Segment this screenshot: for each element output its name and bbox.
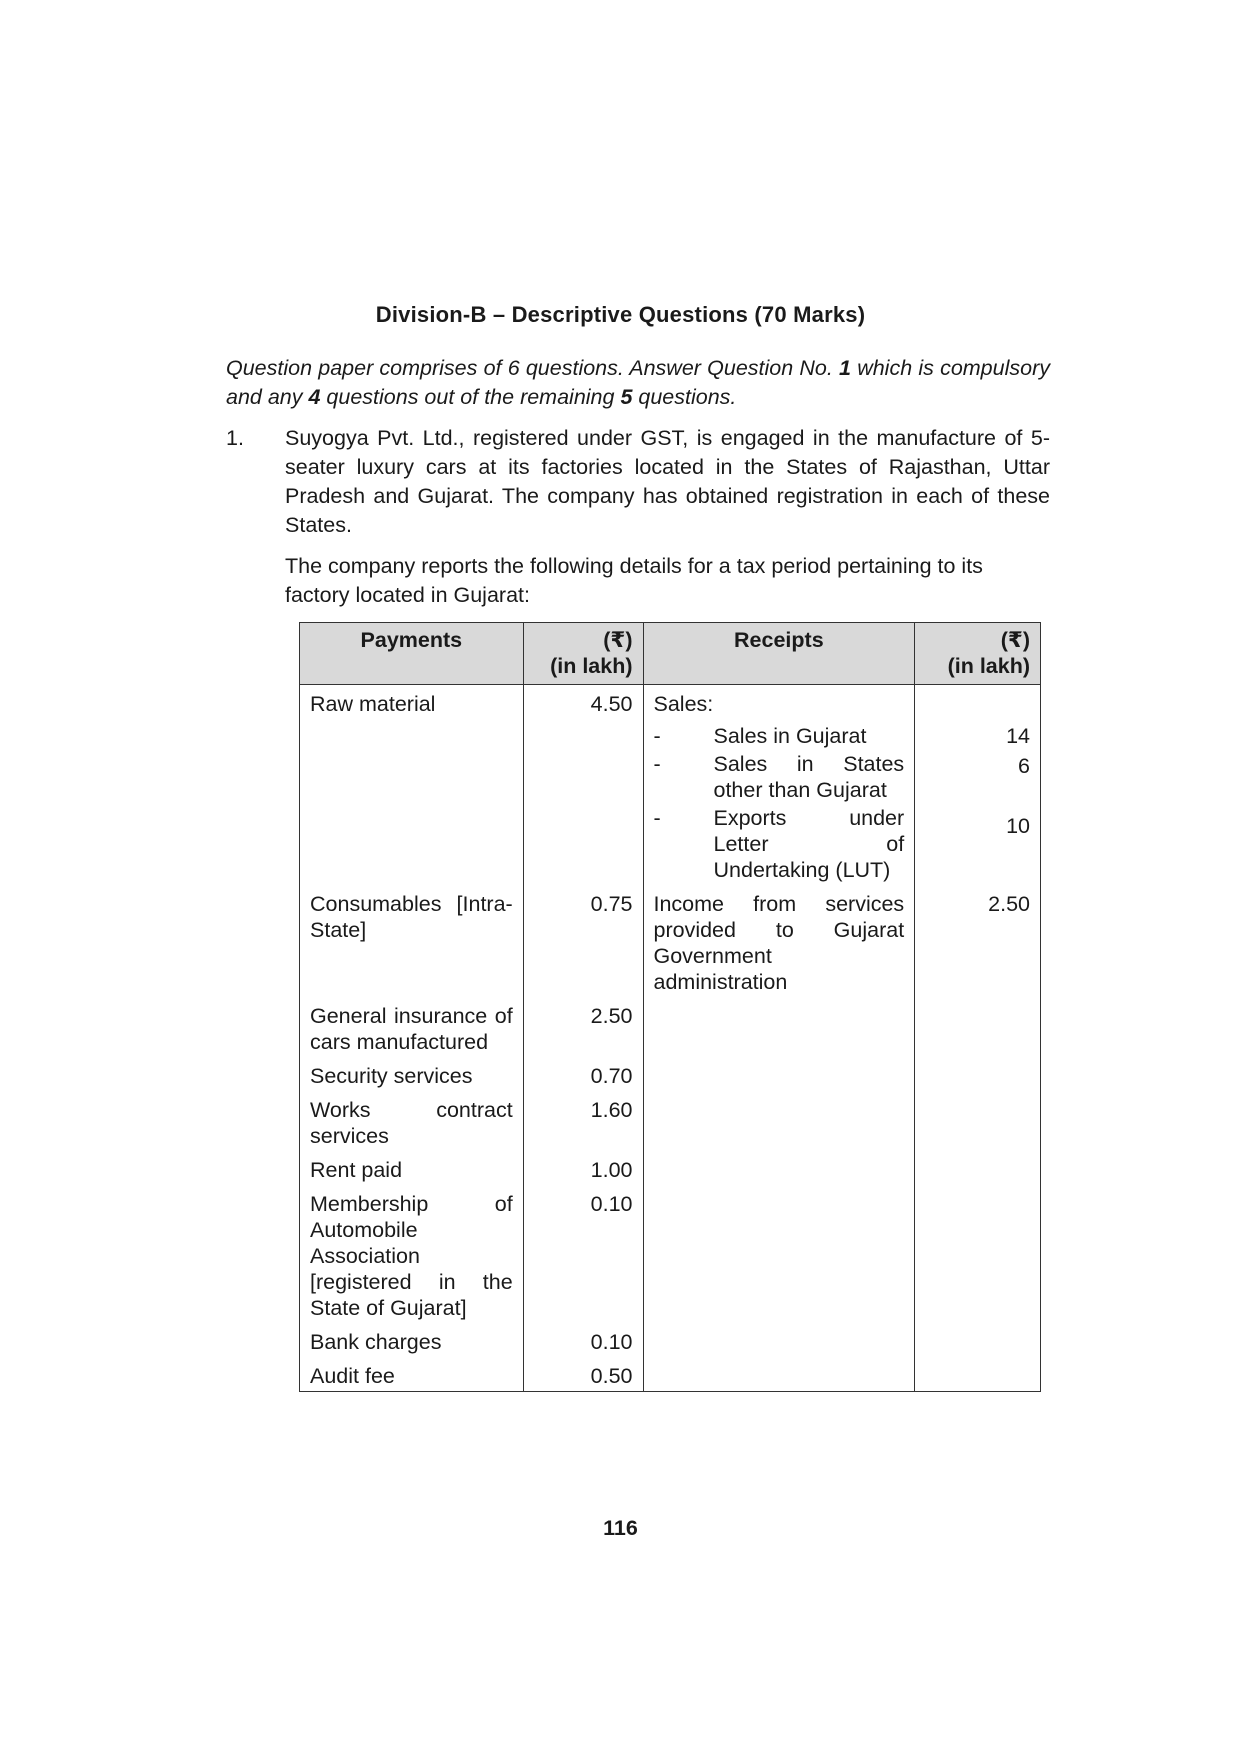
payment-label: Audit fee: [300, 1357, 524, 1392]
payment-amount: 0.10: [523, 1185, 643, 1323]
payment-label: Raw material: [300, 685, 524, 886]
instructions: [226, 354, 1050, 411]
table-header-row: [300, 623, 1041, 685]
instructions-text-4: questions.: [632, 384, 737, 409]
sales-amounts-cell: [915, 685, 1041, 886]
instructions-number-2: 4: [308, 384, 321, 409]
payment-label: Rent paid: [300, 1151, 524, 1185]
instructions-text-3: questions out of the remaining: [320, 384, 621, 409]
table-row: [300, 1057, 1041, 1091]
payment-label: General insurance of cars manufactured: [300, 997, 524, 1057]
sales-amount: 14: [1006, 724, 1030, 748]
receipt-sales-cell: [643, 685, 915, 886]
sales-item: - Sales in States other than Gujarat: [653, 752, 905, 802]
instructions-text-1: Question paper comprises of 6 questions. Answer Question No.: [226, 356, 840, 380]
payment-label: Works contract services: [300, 1091, 524, 1151]
instructions-number-1: 1: [839, 356, 851, 380]
payments-receipts-table: [299, 622, 1041, 1392]
receipt-services-amount: 2.50: [915, 885, 1041, 997]
payment-amount: 0.50: [523, 1357, 643, 1392]
payment-label: Membership of Automobile Association [registered in the State of Gujarat]: [300, 1185, 524, 1323]
payment-amount: 0.75: [523, 885, 643, 997]
table-row: [300, 1091, 1041, 1151]
payment-label: Security services: [300, 1057, 524, 1091]
payment-amount: 1.60: [523, 1091, 643, 1151]
sales-item: - Exports under Letter of Undertaking (LUT): [653, 806, 905, 882]
header-receipts: Receipts: [643, 623, 915, 685]
sales-amount: 6: [1018, 754, 1030, 778]
page-heading: Division-B – Descriptive Questions (70 Marks): [375, 302, 866, 327]
table-row: [300, 997, 1041, 1057]
instructions-number-3: 5: [620, 384, 633, 409]
question-intro: The company reports the following details for a tax period pertaining to its factory located in Gujarat:: [285, 554, 983, 607]
payment-amount: 1.00: [523, 1151, 643, 1185]
receipt-services-label: Income from services provided to Gujarat Government administration: [643, 885, 915, 997]
payment-label: Consumables [Intra-State]: [300, 885, 524, 997]
instructions-text-2: which is compulsory and any: [226, 356, 1050, 409]
sales-label: Sales:: [653, 692, 714, 716]
header-payments: Payments: [300, 623, 524, 685]
header-receipts-amount: (₹) (in lakh): [915, 623, 1041, 685]
table-row: [300, 1185, 1041, 1323]
table-row: [300, 1357, 1041, 1392]
table-row: [300, 685, 1041, 886]
payment-amount: 2.50: [523, 997, 643, 1057]
payment-amount: 4.50: [523, 685, 643, 886]
sales-item: - Sales in Gujarat: [653, 724, 867, 748]
table-row: [300, 1151, 1041, 1185]
question-number: 1.: [226, 426, 244, 450]
table-row: [300, 1323, 1041, 1357]
table-row: [300, 885, 1041, 997]
question-text: Suyogya Pvt. Ltd., registered under GST, is engaged in the manufacture of 5-seater luxury cars at its factories located in the States of Rajasthan, Uttar Pradesh and Gujarat. The company has obtained registration in each of these States.: [285, 426, 1050, 537]
sales-amount: 10: [1006, 814, 1030, 838]
payment-amount: 0.10: [523, 1323, 643, 1357]
header-payments-amount: (₹) (in lakh): [523, 623, 643, 685]
page-number: 116: [603, 1516, 638, 1540]
payment-label: Bank charges: [300, 1323, 524, 1357]
payment-amount: 0.70: [523, 1057, 643, 1091]
